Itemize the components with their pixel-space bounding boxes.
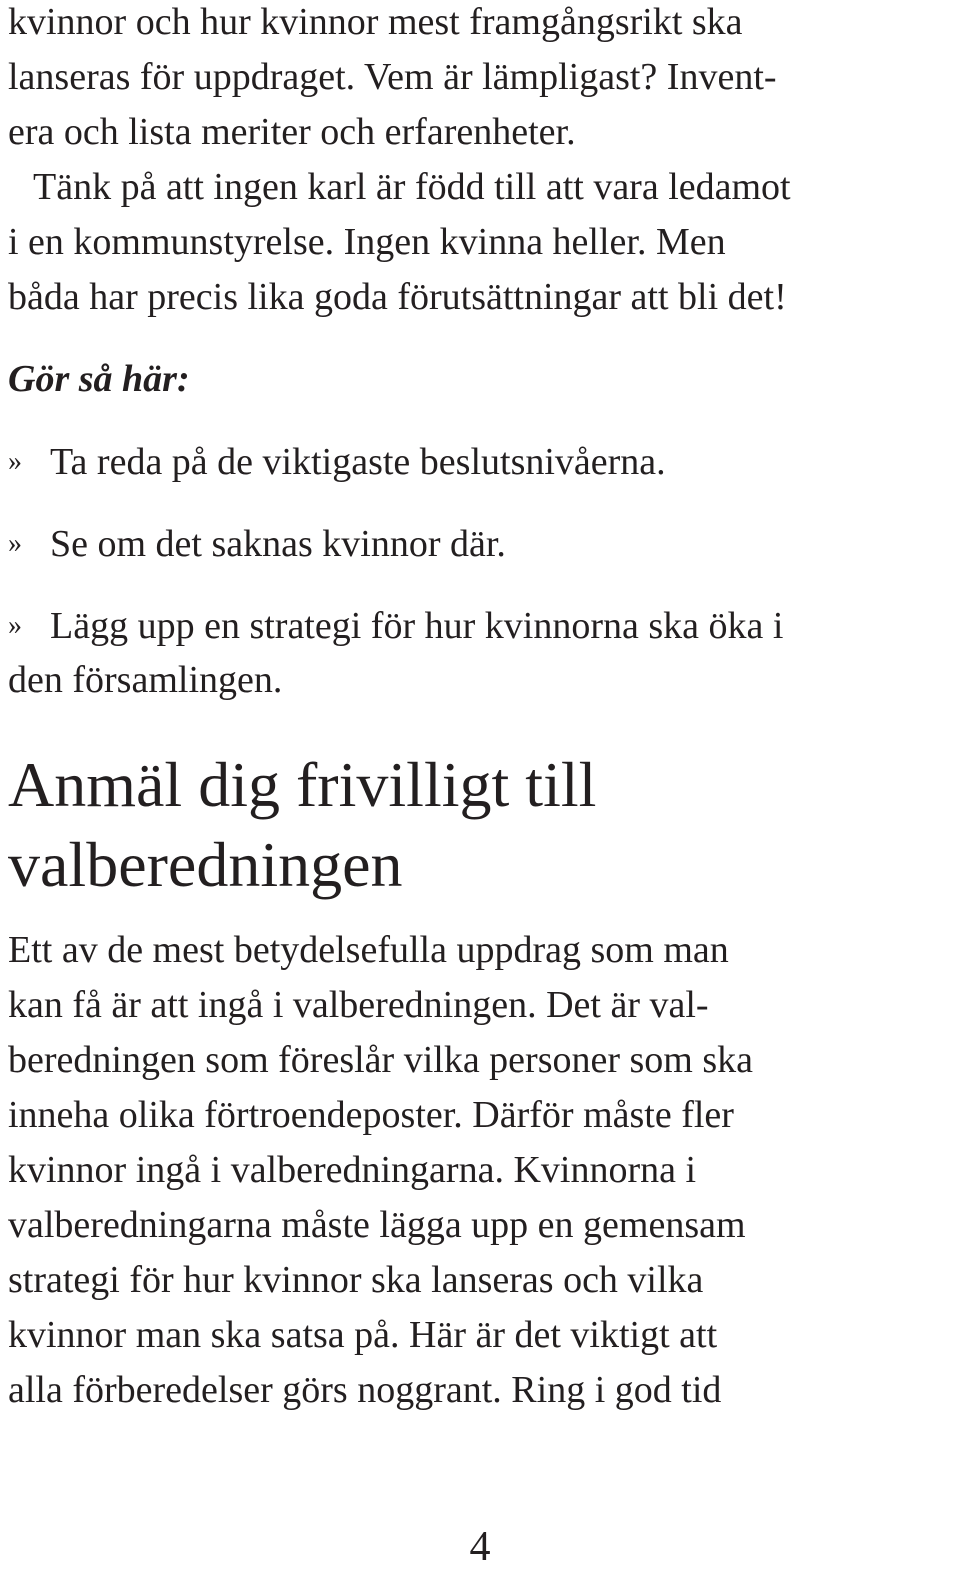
bullet-text: Lägg upp en strategi för hur kvinnorna ska öka i xyxy=(50,605,784,647)
text-line: i en kommunstyrelse. Ingen kvinna heller. Men xyxy=(8,221,726,263)
bullet-list xyxy=(8,434,953,708)
text-line: båda har precis lika goda förutsättningar att bli det! xyxy=(8,276,787,318)
text-line: lanseras för uppdraget. Vem är lämpligast? Invent- xyxy=(8,56,777,98)
second-paragraph xyxy=(8,160,953,325)
text-line: Ett av de mest betydelsefulla uppdrag som man xyxy=(8,929,729,971)
text-line xyxy=(8,516,953,571)
text-line: era och lista meriter och erfarenheter. xyxy=(8,111,576,153)
text-line: den församlingen. xyxy=(8,659,283,701)
heading-line: valberedningen xyxy=(8,829,403,900)
body-paragraph xyxy=(8,923,953,1418)
bullet-text: Se om det saknas kvinnor där. xyxy=(50,523,506,565)
text-line: inneha olika förtroendeposter. Därför måste fler xyxy=(8,1094,734,1136)
text-line: alla förberedelser görs noggrant. Ring i god tid xyxy=(8,1369,722,1411)
heading-line: Anmäl dig frivilligt till xyxy=(8,749,597,820)
text-line: beredningen som föreslår vilka personer som ska xyxy=(8,1039,754,1081)
bullet-text: Ta reda på de viktigaste beslutsnivåerna. xyxy=(50,441,666,483)
text-line xyxy=(8,434,953,489)
list-item xyxy=(8,598,953,708)
bullet-marker: » xyxy=(8,610,22,641)
bullet-marker: » xyxy=(8,528,22,559)
bullet-marker: » xyxy=(8,446,22,477)
text-line: kan få är att ingå i valberedningen. Det är val- xyxy=(8,984,709,1026)
text-line: strategi för hur kvinnor ska lanseras och vilka xyxy=(8,1259,704,1301)
list-item xyxy=(8,434,953,489)
text-line: Tänk på att ingen karl är född till att vara ledamot xyxy=(33,166,791,208)
text-line: valberedningarna måste lägga upp en gemensam xyxy=(8,1204,746,1246)
page-number: 4 xyxy=(469,1524,491,1570)
text-line: kvinnor man ska satsa på. Här är det viktigt att xyxy=(8,1314,718,1356)
document-page xyxy=(8,0,953,1418)
subheading: Gör så här: xyxy=(8,358,190,400)
text-line: kvinnor ingå i valberedningarna. Kvinnorna i xyxy=(8,1149,697,1191)
section-heading xyxy=(8,745,953,905)
list-item xyxy=(8,516,953,571)
text-line xyxy=(8,598,953,653)
text-line: kvinnor och hur kvinnor mest framgångsrikt ska xyxy=(8,1,743,43)
intro-paragraph xyxy=(8,0,953,160)
